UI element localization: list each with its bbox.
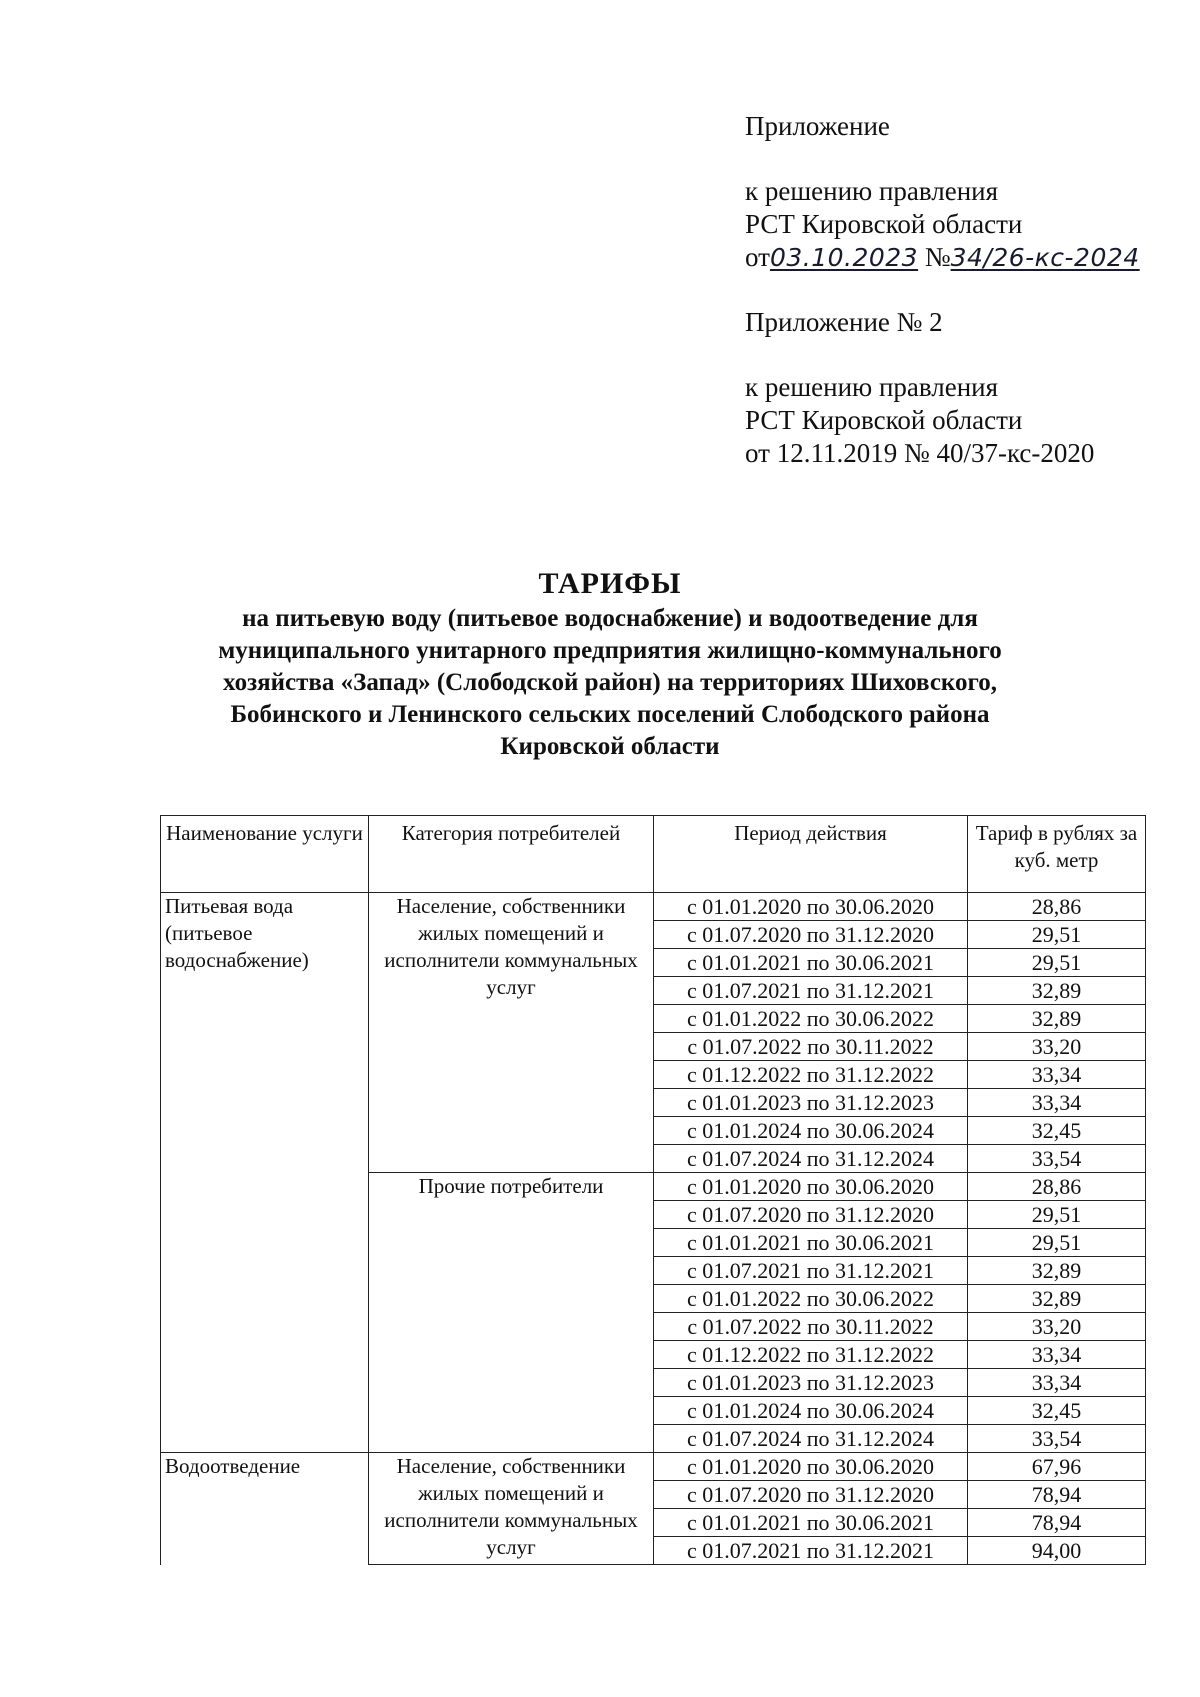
handwritten-date: 03.10.2023: [769, 243, 919, 272]
header-category: Категория потребителей: [369, 816, 654, 893]
tariff-value: 67,96: [968, 1453, 1146, 1481]
header-period: Период действия: [654, 816, 968, 893]
handwritten-number: 34/26-кс-2024: [950, 243, 1140, 272]
validity-period: с 01.01.2022 по 30.06.2022: [654, 1285, 968, 1313]
consumer-category: Население, собственники жилых помещений и исполнители коммунальных услуг: [369, 893, 654, 1173]
validity-period: с 01.07.2021 по 31.12.2021: [654, 1257, 968, 1285]
tariff-value: 78,94: [968, 1509, 1146, 1537]
validity-period: с 01.01.2020 по 30.06.2020: [654, 1173, 968, 1201]
header-service: Наименование услуги: [161, 816, 369, 893]
validity-period: с 01.01.2023 по 31.12.2023: [654, 1369, 968, 1397]
appendix-header: [745, 110, 1185, 470]
tariff-value: 32,89: [968, 977, 1146, 1005]
subtitle-line-2: муниципального унитарного предприятия жилищно-коммунального: [218, 637, 1002, 664]
tariff-value: 32,45: [968, 1397, 1146, 1425]
validity-period: с 01.01.2020 по 30.06.2020: [654, 1453, 968, 1481]
tariff-value: 33,34: [968, 1089, 1146, 1117]
validity-period: с 01.01.2021 по 30.06.2021: [654, 1509, 968, 1537]
date-prefix: от: [745, 242, 770, 272]
header-tariff: Тариф в рублях за куб. метр: [968, 816, 1146, 893]
validity-period: с 01.01.2024 по 30.06.2024: [654, 1397, 968, 1425]
tariff-value: 29,51: [968, 1229, 1146, 1257]
authority-name: РСТ Кировской области: [745, 209, 1023, 239]
service-name: Водоотведение: [161, 1453, 369, 1565]
tariff-value: 32,89: [968, 1257, 1146, 1285]
table-row: [161, 1453, 1146, 1481]
appendix-title: Приложение: [745, 111, 890, 141]
tariff-value: 32,89: [968, 1005, 1146, 1033]
original-decision-reference: к решению правления: [745, 372, 999, 402]
tariff-value: 29,51: [968, 949, 1146, 977]
validity-period: с 01.12.2022 по 31.12.2022: [654, 1341, 968, 1369]
tariff-value: 33,34: [968, 1341, 1146, 1369]
decision-date-number: [745, 241, 1185, 274]
decision-reference: к решению правления: [745, 176, 999, 206]
subtitle-line-1: на питьевую воду (питьевое водоснабжение) и водоотведение для: [242, 605, 978, 632]
validity-period: с 01.07.2022 по 30.11.2022: [654, 1033, 968, 1061]
subtitle-line-5: Кировской области: [500, 733, 720, 760]
tariff-value: 33,34: [968, 1061, 1146, 1089]
tariff-value: 33,54: [968, 1145, 1146, 1173]
original-authority-name: РСТ Кировской области: [745, 405, 1023, 435]
tariff-value: 28,86: [968, 893, 1146, 921]
number-sign: №: [924, 242, 951, 272]
tariff-value: 29,51: [968, 1201, 1146, 1229]
validity-period: с 01.07.2021 по 31.12.2021: [654, 1537, 968, 1565]
validity-period: с 01.01.2021 по 30.06.2021: [654, 949, 968, 977]
tariff-value: 33,34: [968, 1369, 1146, 1397]
tariff-value: 94,00: [968, 1537, 1146, 1565]
table-body: [161, 893, 1146, 1565]
tariff-value: 29,51: [968, 921, 1146, 949]
tariff-value: 33,54: [968, 1425, 1146, 1453]
validity-period: с 01.01.2023 по 31.12.2023: [654, 1089, 968, 1117]
consumer-category: Прочие потребители: [369, 1173, 654, 1453]
consumer-category: Население, собственники жилых помещений и исполнители коммунальных услуг: [369, 1453, 654, 1565]
tariffs-table: [160, 815, 1146, 1565]
service-name: Питьевая вода (питьевое водоснабжение): [161, 893, 369, 1453]
validity-period: с 01.07.2021 по 31.12.2021: [654, 977, 968, 1005]
validity-period: с 01.07.2024 по 31.12.2024: [654, 1145, 968, 1173]
table-header-row: [161, 816, 1146, 893]
tariff-value: 28,86: [968, 1173, 1146, 1201]
document-title: [140, 565, 1080, 763]
tariff-value: 33,20: [968, 1313, 1146, 1341]
tariff-value: 33,20: [968, 1033, 1146, 1061]
validity-period: с 01.07.2020 по 31.12.2020: [654, 1201, 968, 1229]
validity-period: с 01.01.2022 по 30.06.2022: [654, 1005, 968, 1033]
validity-period: с 01.07.2020 по 31.12.2020: [654, 921, 968, 949]
validity-period: с 01.01.2024 по 30.06.2024: [654, 1117, 968, 1145]
appendix-number: Приложение № 2: [745, 307, 943, 337]
tariff-value: 78,94: [968, 1481, 1146, 1509]
validity-period: с 01.01.2020 по 30.06.2020: [654, 893, 968, 921]
subtitle-line-4: Бобинского и Ленинского сельских поселений Слободского района: [230, 701, 990, 728]
table-row: [161, 893, 1146, 921]
validity-period: с 01.01.2021 по 30.06.2021: [654, 1229, 968, 1257]
original-decision-date-number: от 12.11.2019 № 40/37-кс-2020: [745, 438, 1095, 468]
validity-period: с 01.07.2022 по 30.11.2022: [654, 1313, 968, 1341]
validity-period: с 01.07.2024 по 31.12.2024: [654, 1425, 968, 1453]
subtitle-line-3: хозяйства «Запад» (Слободской район) на территориях Шиховского,: [223, 669, 997, 696]
tariff-value: 32,45: [968, 1117, 1146, 1145]
validity-period: с 01.07.2020 по 31.12.2020: [654, 1481, 968, 1509]
tariff-value: 32,89: [968, 1285, 1146, 1313]
title-main: ТАРИФЫ: [538, 567, 682, 600]
validity-period: с 01.12.2022 по 31.12.2022: [654, 1061, 968, 1089]
